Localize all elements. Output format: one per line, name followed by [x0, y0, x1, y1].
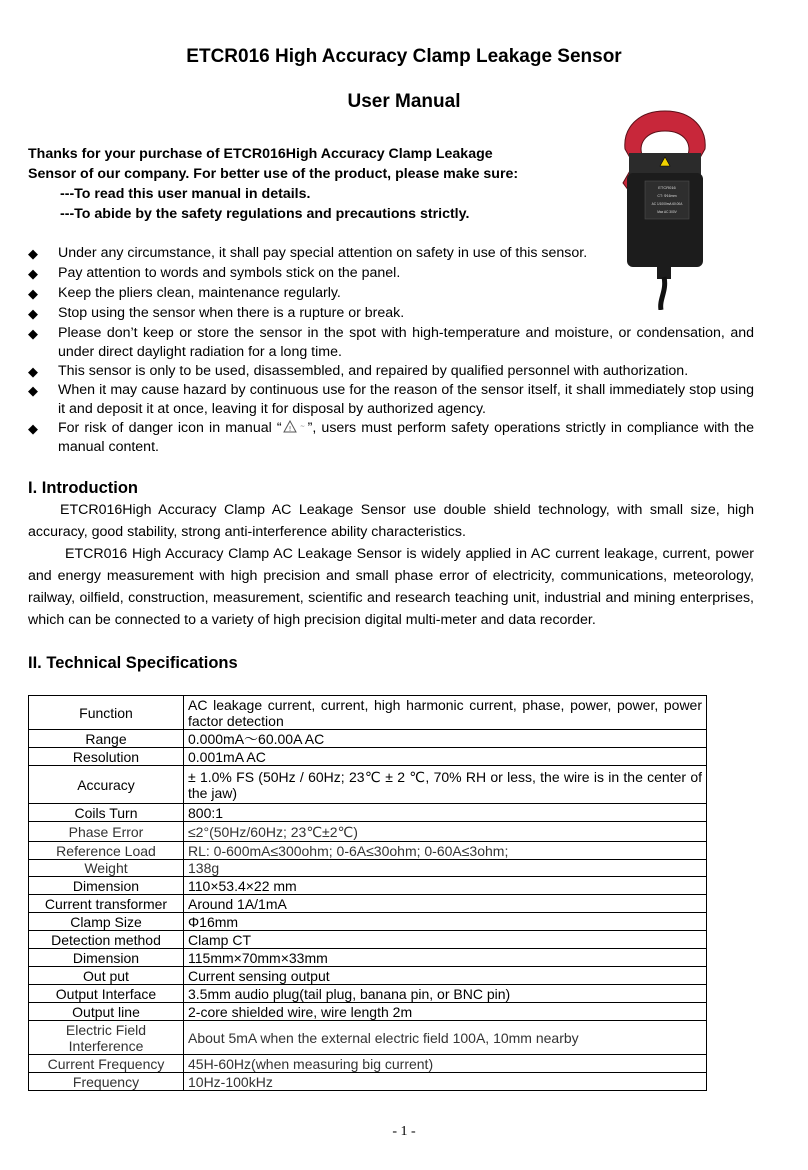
intro-line-4: ---To abide by the safety regulations and precautions strictly.	[60, 206, 470, 222]
diamond-bullet-icon: ◆	[28, 286, 38, 301]
spec-value: 2-core shielded wire, wire length 2m	[184, 1003, 707, 1021]
spec-key: Frequency	[29, 1073, 184, 1091]
spec-key: Current transformer	[29, 895, 184, 913]
image-label-line2: CT: Φ16mm	[657, 194, 677, 198]
spec-row	[29, 804, 707, 822]
spec-row	[29, 895, 707, 913]
spec-row	[29, 696, 707, 730]
intro-line-3: ---To read this user manual in details.	[60, 186, 311, 202]
spec-row	[29, 913, 707, 931]
spec-row	[29, 1073, 707, 1091]
safety-item: ◆ Pay attention to words and symbols stick on the panel.	[28, 265, 401, 281]
safety-item: ◆ Keep the pliers clean, maintenance regularly.	[28, 285, 341, 301]
intro-notice	[28, 144, 518, 224]
image-label-model: ETCR016	[658, 185, 676, 190]
spec-row	[29, 967, 707, 985]
spec-key: Weight	[29, 860, 184, 877]
document-subtitle: User Manual	[347, 91, 461, 112]
spec-key: Output Interface	[29, 985, 184, 1003]
danger-warning-icon	[282, 420, 308, 434]
safety-item: ◆ Under any circumstance, it shall pay special attention on safety in use of this sensor.	[28, 245, 588, 261]
introduction-paragraph-2: ETCR016 High Accuracy Clamp AC Leakage Sensor is widely applied in AC current leakage, current, power and energy measurement with high precision and small phase error of electricity, communications, meteorology, railway, oilfield, construction, measurement, scientific and research teaching unit, industrial and mining enterprises, which can be connected to a variety of high precision digital multi-meter and data recorder.	[28, 546, 754, 628]
safety-item: ◆ Stop using the sensor when there is a rupture or break.	[28, 305, 405, 321]
safety-item: ◆ For risk of danger icon in manual “ ! ~ ”, users must perform safety operations strictly in compliance with the manual content.	[28, 420, 754, 455]
spec-key: Detection method	[29, 931, 184, 949]
spec-row	[29, 1003, 707, 1021]
spec-value: 110×53.4×22 mm	[184, 877, 707, 895]
image-label-line3: AC 1/1000mA 60.00A	[651, 202, 683, 206]
spec-value: ± 1.0% FS (50Hz / 60Hz; 23℃ ± 2 ℃, 70% RH or less, the wire is in the center of the jaw)	[184, 766, 707, 804]
image-label-line4: Max AC 300V	[657, 210, 677, 214]
diamond-bullet-icon: ◆	[28, 306, 38, 321]
diamond-bullet-icon: ◆	[28, 266, 38, 281]
section-heading-introduction: I. Introduction	[28, 479, 138, 497]
spec-key: Phase Error	[29, 822, 184, 842]
spec-value: 10Hz-100kHz	[184, 1073, 707, 1091]
spec-key: Clamp Size	[29, 913, 184, 931]
spec-row	[29, 748, 707, 766]
spec-row	[29, 822, 707, 842]
diamond-bullet-icon: ◆	[28, 383, 38, 398]
spec-value: AC leakage current, current, high harmonic current, phase, power, power, power factor detection	[184, 696, 707, 730]
spec-key: Out put	[29, 967, 184, 985]
document-title: ETCR016 High Accuracy Clamp Leakage Sensor	[186, 46, 622, 67]
safety-item: ◆ When it may cause hazard by continuous use for the reason of the sensor itself, it shall immediately stop using it and deposit it at once, leaving it for disposal by authorized agency.	[28, 382, 754, 417]
spec-key: Coils Turn	[29, 804, 184, 822]
section-heading-specifications: II. Technical Specifications	[28, 654, 238, 672]
spec-key: Current Frequency	[29, 1055, 184, 1073]
spec-value: 45H-60Hz(when measuring big current)	[184, 1055, 707, 1073]
safety-list	[28, 244, 754, 457]
spec-value: Around 1A/1mA	[184, 895, 707, 913]
diamond-bullet-icon: ◆	[28, 326, 38, 341]
svg-text:!: !	[288, 425, 292, 433]
safety-item: ◆ This sensor is only to be used, disassembled, and repaired by qualified personnel with authorization.	[28, 363, 689, 379]
spec-value: ≤2°(50Hz/60Hz; 23℃±2℃)	[184, 822, 707, 842]
introduction-body	[28, 499, 754, 631]
diamond-bullet-icon: ◆	[28, 246, 38, 261]
diamond-bullet-icon: ◆	[28, 364, 38, 379]
safety-item: ◆ Please don’t keep or store the sensor in the spot with high-temperature and moisture, or condensation, and under direct daylight radiation for a long time.	[28, 325, 754, 360]
spec-value: 138g	[184, 860, 707, 877]
spec-value: RL: 0-600mA≤300ohm; 0-6A≤30ohm; 0-60A≤3ohm;	[184, 842, 707, 860]
diamond-bullet-icon: ◆	[28, 421, 38, 436]
intro-line-1: Thanks for your purchase of ETCR016High Accuracy Clamp Leakage	[28, 146, 493, 162]
spec-value: 3.5mm audio plug(tail plug, banana pin, or BNC pin)	[184, 985, 707, 1003]
spec-value: Φ16mm	[184, 913, 707, 931]
spec-row	[29, 766, 707, 804]
spec-key: Reference Load	[29, 842, 184, 860]
spec-value: Current sensing output	[184, 967, 707, 985]
spec-key: Function	[29, 696, 184, 730]
spec-value: 0.001mA AC	[184, 748, 707, 766]
spec-key: Resolution	[29, 748, 184, 766]
spec-row	[29, 1055, 707, 1073]
spec-row	[29, 949, 707, 967]
spec-row	[29, 860, 707, 877]
spec-row	[29, 931, 707, 949]
spec-row	[29, 842, 707, 860]
spec-row	[29, 730, 707, 748]
spec-row	[29, 877, 707, 895]
spec-row	[29, 985, 707, 1003]
spec-value: About 5mA when the external electric field 100A, 10mm nearby	[184, 1021, 707, 1055]
page-number: - 1 -	[392, 1124, 416, 1139]
spec-value: 800:1	[184, 804, 707, 822]
svg-text:~: ~	[299, 423, 305, 430]
spec-value: Clamp CT	[184, 931, 707, 949]
specifications-table	[28, 695, 707, 1091]
spec-key: Output line	[29, 1003, 184, 1021]
intro-line-2: Sensor of our company. For better use of the product, please make sure:	[28, 166, 519, 182]
spec-key: Dimension	[29, 877, 184, 895]
spec-value: 115mm×70mm×33mm	[184, 949, 707, 967]
introduction-paragraph-1: ETCR016High Accuracy Clamp AC Leakage Sensor use double shield technology, with small size, high accuracy, good stability, strong anti-interference ability characteristics.	[28, 502, 754, 540]
spec-value: 0.000mA～60.00A AC	[184, 730, 707, 748]
spec-row	[29, 1021, 707, 1055]
spec-key: Range	[29, 730, 184, 748]
spec-key: Dimension	[29, 949, 184, 967]
spec-key: Electric Field Interference	[29, 1021, 184, 1055]
spec-key: Accuracy	[29, 766, 184, 804]
